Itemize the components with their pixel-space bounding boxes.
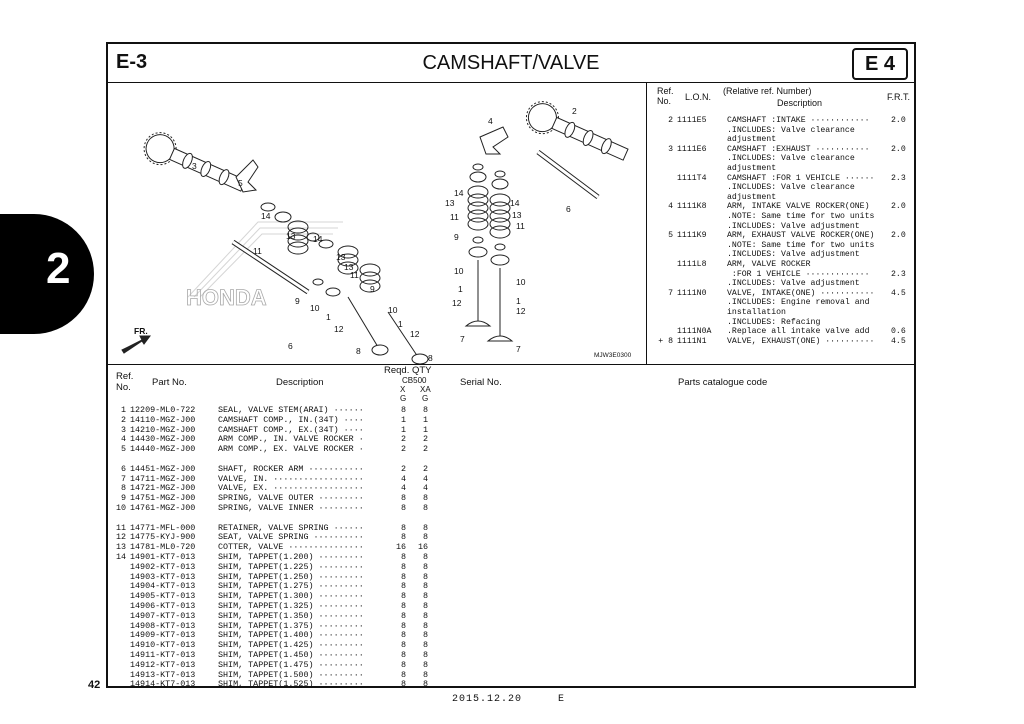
frt-desc: adjustment [727,164,777,173]
part-number: 14908-KT7-013 [130,620,196,631]
part-description: SHIM, TAPPET(1.225) ········· [218,561,364,572]
frt-value: 4.5 [891,288,906,298]
callout-10: 10 [310,303,320,313]
part-number: 14721-MGZ-J00 [130,483,196,494]
part-number: 14781-ML0-720 [130,542,196,553]
qty-xa: 8 [422,679,428,690]
callout-9: 9 [454,232,459,242]
qty-xa: 8 [422,552,428,562]
qty-xa: 16 [417,542,428,553]
col-catalogue-header: Parts catalogue code [678,377,768,388]
callout-2: 2 [572,106,577,116]
frt-desc: .Replace all intake valve add [727,327,870,337]
qty-x: 8 [400,659,406,670]
part-ref-no: 3 [120,424,126,435]
qty-xa: 8 [422,601,428,611]
qty-xa: 4 [422,483,428,494]
part-ref-no: 2 [120,414,126,425]
col-x-header: X [400,385,406,394]
qty-xa: 8 [422,591,428,602]
part-number: 14913-KT7-013 [130,669,196,680]
col-x-grade: G [400,394,407,403]
part-number: 14907-KT7-013 [130,610,196,621]
part-number: 14905-KT7-013 [130,591,196,602]
part-number: 14711-MGZ-J00 [130,473,196,484]
qty-xa: 8 [422,610,428,621]
col-reqd-qty-header: Reqd. QTY [384,365,432,376]
part-ref-no: 14 [115,552,126,562]
qty-xa: 2 [422,463,428,474]
valve-parts-left-group [261,203,380,296]
drawing-code: MJW3E0300 [594,352,632,359]
qty-x: 2 [400,463,406,474]
part-number: 14210-MGZ-J00 [130,424,196,435]
parts-table-row [108,445,914,455]
callout-6: 6 [288,341,293,351]
honda-watermark: HONDA [186,285,267,310]
col-ref-header: Ref. No. [116,371,134,393]
qty-x: 8 [400,571,406,582]
callout-10: 10 [454,266,464,276]
col-description-header: Description [276,377,324,388]
frt-ref: 5 [668,231,673,241]
part-description: SHIM, TAPPET(1.350) ········· [218,610,364,621]
qty-xa: 8 [422,669,428,680]
frt-desc: .INCLUDES: Engine removal and [727,298,870,308]
callout-9: 9 [370,284,375,294]
frt-desc: ARM, INTAKE VALVE ROCKER(ONE) [727,202,870,212]
callout-1: 1 [458,284,463,294]
callout-13: 13 [445,198,455,208]
qty-x: 8 [400,591,406,602]
part-number: 14902-KT7-013 [130,561,196,572]
callout-13: 13 [336,252,346,262]
frt-desc: :FOR 1 VEHICLE ············· [727,269,870,279]
col-serial-header: Serial No. [460,377,502,388]
part-description: CAMSHAFT COMP., IN.(34T) ···· [218,414,364,425]
part-ref-no: 4 [120,434,126,445]
callout-14: 14 [261,211,271,221]
footer-date: 2015.12.20 [452,694,523,705]
part-number: 14914-KT7-013 [130,679,196,690]
frt-ref: 3 [668,144,673,154]
part-number: 14761-MGZ-J00 [130,503,196,513]
callout-10: 10 [388,305,398,315]
qty-xa: 8 [422,405,428,415]
qty-x: 8 [400,522,406,533]
part-number: 14903-KT7-013 [130,571,196,582]
qty-xa: 2 [422,444,428,455]
part-ref-no: 5 [120,444,126,455]
frt-desc: adjustment [727,135,777,145]
callout-14: 14 [454,188,464,198]
callout-11: 11 [253,246,262,256]
callout-14: 14 [510,198,520,208]
part-description: SHIM, TAPPET(1.300) ········· [218,591,364,602]
frt-desc: VALVE, INTAKE(ONE) ··········· [727,288,875,298]
part-number: 14901-KT7-013 [130,552,196,562]
parts-table-row [108,680,914,690]
part-description: SHIM, TAPPET(1.425) ········· [218,640,364,651]
front-direction-label: FR. [134,326,148,336]
flat-rate-time-panel [646,82,915,364]
qty-xa: 8 [422,522,428,533]
frt-header-ref: Ref. No. [657,86,674,106]
qty-x: 8 [400,532,406,543]
page-number: 42 [88,679,101,691]
frt-desc: .INCLUDES: Valve clearance [727,125,855,135]
frt-ref: 7 [668,288,673,298]
valve-intake-pair [466,260,512,341]
frt-value: 2.3 [891,269,906,279]
col-part-no-header: Part No. [152,377,187,388]
callout-6: 6 [566,204,571,214]
qty-x: 8 [400,561,406,572]
frt-lon: 1111E5 [677,116,707,125]
part-ref-no: 1 [120,405,126,415]
qty-xa: 8 [422,659,428,670]
qty-xa: 8 [422,561,428,572]
frt-desc: .NOTE: Same time for two units [727,212,875,221]
part-description: SHIM, TAPPET(1.500) ········· [218,669,364,680]
section-badge: E 4 [852,48,908,80]
qty-x: 8 [400,552,406,562]
qty-x: 1 [400,424,406,435]
page-header [108,44,914,83]
qty-x: 2 [400,434,406,445]
part-number: 14771-MFL-000 [130,522,196,533]
qty-x: 2 [400,444,406,455]
qty-xa: 4 [422,473,428,484]
callout-1: 1 [398,319,403,329]
callout-11: 11 [450,212,459,222]
frt-desc: CAMSHAFT :INTAKE ············ [727,116,870,125]
exploded-diagram [108,82,646,364]
part-description: SHIM, TAPPET(1.375) ········· [218,620,364,631]
frt-desc: .INCLUDES: Valve adjustment [727,250,860,260]
callout-12: 12 [334,324,344,334]
callout-13: 13 [286,231,296,241]
part-description: SHIM, TAPPET(1.450) ········· [218,650,364,660]
callout-7: 7 [516,344,521,354]
callout-10: 10 [516,277,526,287]
callout-1: 1 [516,296,521,306]
qty-x: 8 [400,679,406,690]
frt-lon: 1111T4 [677,173,707,183]
frt-desc: .INCLUDES: Valve adjustment [727,221,860,231]
callout-12: 12 [410,329,420,339]
part-description: SHIM, TAPPET(1.525) ········· [218,679,364,690]
part-number: 14110-MGZ-J00 [130,414,196,425]
frt-desc: .NOTE: Same time for two units [727,240,875,250]
col-xa-grade: G [422,394,429,403]
page-title: CAMSHAFT/VALVE [422,52,600,74]
part-number: 14912-KT7-013 [130,659,196,670]
frt-header-frt: F.R.T. [887,92,911,102]
part-ref-no: 11 [115,522,126,533]
qty-xa: 8 [422,503,428,513]
col-xa-header: XA [420,385,431,394]
frt-value: 2.0 [891,231,906,241]
part-description: VALVE, EX. ·················· [218,483,364,494]
frt-desc: ARM, VALVE ROCKER [727,260,811,269]
qty-xa: 8 [422,640,428,651]
frt-value: 2.0 [891,116,906,125]
frt-lon: 1111N0A [677,327,712,337]
frt-value: 4.5 [891,336,906,346]
section-divider [108,364,914,365]
frt-desc: .INCLUDES: Valve clearance [727,183,855,193]
part-description: SHIM, TAPPET(1.275) ········· [218,581,364,592]
part-number: 14909-KT7-013 [130,630,196,641]
callout-9: 9 [295,296,300,306]
frt-desc: VALVE, EXHAUST(ONE) ·········· [727,336,875,346]
part-description: SHIM, TAPPET(1.200) ········· [218,552,364,562]
qty-x: 8 [400,620,406,631]
frt-desc: CAMSHAFT :FOR 1 VEHICLE ······ [727,173,875,183]
callout-14: 14 [313,234,323,244]
callout-11: 11 [516,221,525,231]
frt-ref: + 8 [658,336,673,346]
qty-x: 8 [400,503,406,513]
qty-x: 8 [400,669,406,680]
part-number: 12209-ML0-722 [130,405,196,415]
qty-x: 8 [400,581,406,592]
side-tab-number: 2 [46,244,71,293]
frt-lon: 1111E6 [677,144,707,154]
frt-value: 2.3 [891,173,906,183]
part-number: 14775-KYJ-900 [130,532,196,543]
frt-lon: 1111N0 [677,288,707,298]
part-number: 14911-KT7-013 [130,650,196,660]
part-ref-no: 13 [115,542,126,553]
frt-desc: installation [727,308,786,317]
part-number: 14440-MGZ-J00 [130,444,196,455]
frt-lon: 1111L8 [677,260,707,269]
frt-lon: 1111K8 [677,202,707,212]
callout-3: 3 [192,161,197,171]
frt-header-desc: Description [777,98,823,108]
frt-header-desc-top: (Relative ref. Number) [723,86,812,96]
frt-value: 2.0 [891,202,906,212]
qty-xa: 1 [422,414,428,425]
part-number: 14430-MGZ-J00 [130,434,196,445]
frt-desc: ARM, EXHAUST VALVE ROCKER(ONE) [727,231,875,241]
frt-desc: adjustment [727,192,777,202]
exploded-view-drawing [108,82,646,364]
qty-x: 8 [400,493,406,504]
part-description: ARM COMP., EX. VALVE ROCKER · [218,444,364,455]
section-id: E-3 [116,51,148,73]
qty-x: 8 [400,650,406,660]
callout-7: 7 [460,334,465,344]
part-ref-no: 9 [120,493,126,504]
qty-x: 8 [400,630,406,641]
qty-xa: 8 [422,630,428,641]
part-ref-no: 10 [115,503,126,513]
frt-value: 2.0 [891,144,906,154]
callout-13: 13 [512,210,522,220]
qty-x: 1 [400,414,406,425]
part-number: 14904-KT7-013 [130,581,196,592]
frt-ref: 4 [668,202,673,212]
front-direction-arrow [122,336,150,353]
part-number: 14906-KT7-013 [130,601,196,611]
part-ref-no: 12 [115,532,126,543]
parts-table-row [108,504,914,514]
frt-desc: .INCLUDES: Valve adjustment [727,279,860,289]
part-description: COTTER, VALVE ··············· [218,542,364,553]
part-description: SEAT, VALVE SPRING ·········· [218,532,364,543]
parts-page-frame [106,42,916,688]
qty-xa: 8 [422,620,428,631]
frt-header-lon: L.O.N. [685,92,712,102]
qty-xa: 8 [422,571,428,582]
callout-13: 13 [344,262,354,272]
part-description: SHIM, TAPPET(1.475) ········· [218,659,364,670]
part-description: SHIM, TAPPET(1.400) ········· [218,630,364,641]
qty-x: 8 [400,601,406,611]
callout-11: 11 [350,270,359,280]
qty-x: 8 [400,405,406,415]
callout-1: 1 [326,312,331,322]
callout-12: 12 [452,298,462,308]
part-description: RETAINER, VALVE SPRING ······ [218,522,364,533]
part-number: 14451-MGZ-J00 [130,463,196,474]
part-description: SHIM, TAPPET(1.325) ········· [218,601,364,611]
model-header: CB500 [402,376,427,385]
qty-xa: 8 [422,532,428,543]
qty-xa: 8 [422,581,428,592]
part-number: 14910-KT7-013 [130,640,196,651]
qty-xa: 2 [422,434,428,445]
part-ref-no: 6 [120,463,126,474]
qty-x: 16 [395,542,406,553]
section-side-tab [0,214,94,334]
qty-x: 4 [400,473,406,484]
qty-xa: 8 [422,650,428,660]
frt-desc: .INCLUDES: Refacing [727,317,821,327]
part-ref-no: 7 [120,473,126,484]
frt-ref: 2 [668,116,673,125]
part-description: ARM COMP., IN. VALVE ROCKER · [218,434,364,445]
part-description: SHIM, TAPPET(1.250) ········· [218,571,364,582]
frt-desc: CAMSHAFT :EXHAUST ··········· [727,144,870,154]
callout-4: 4 [488,116,493,126]
callout-8: 8 [428,353,433,363]
frt-lon: 1111N1 [677,336,707,346]
valve-parts-right-group [468,164,510,265]
part-description: SEAL, VALVE STEM(ARAI) ······ [218,405,364,415]
qty-x: 8 [400,610,406,621]
frt-desc: .INCLUDES: Valve clearance [727,154,855,164]
qty-x: 4 [400,483,406,494]
frt-value: 0.6 [891,327,906,337]
callout-5: 5 [238,178,243,188]
part-description: SPRING, VALVE INNER ········· [218,503,364,513]
part-ref-no: 8 [120,483,126,494]
part-description: SHAFT, ROCKER ARM ··········· [218,463,364,474]
qty-x: 8 [400,640,406,651]
rocker-arm-intake [480,127,508,154]
part-description: CAMSHAFT COMP., EX.(34T) ···· [218,424,364,435]
part-number: 14751-MGZ-J00 [130,493,196,504]
footer-code: E [558,694,565,705]
part-description: SPRING, VALVE OUTER ········· [218,493,364,504]
frt-lon: 1111K9 [677,231,707,241]
part-description: VALVE, IN. ·················· [218,473,364,484]
callout-8: 8 [356,346,361,356]
callout-12: 12 [516,306,526,316]
qty-xa: 8 [422,493,428,504]
qty-xa: 1 [422,424,428,435]
